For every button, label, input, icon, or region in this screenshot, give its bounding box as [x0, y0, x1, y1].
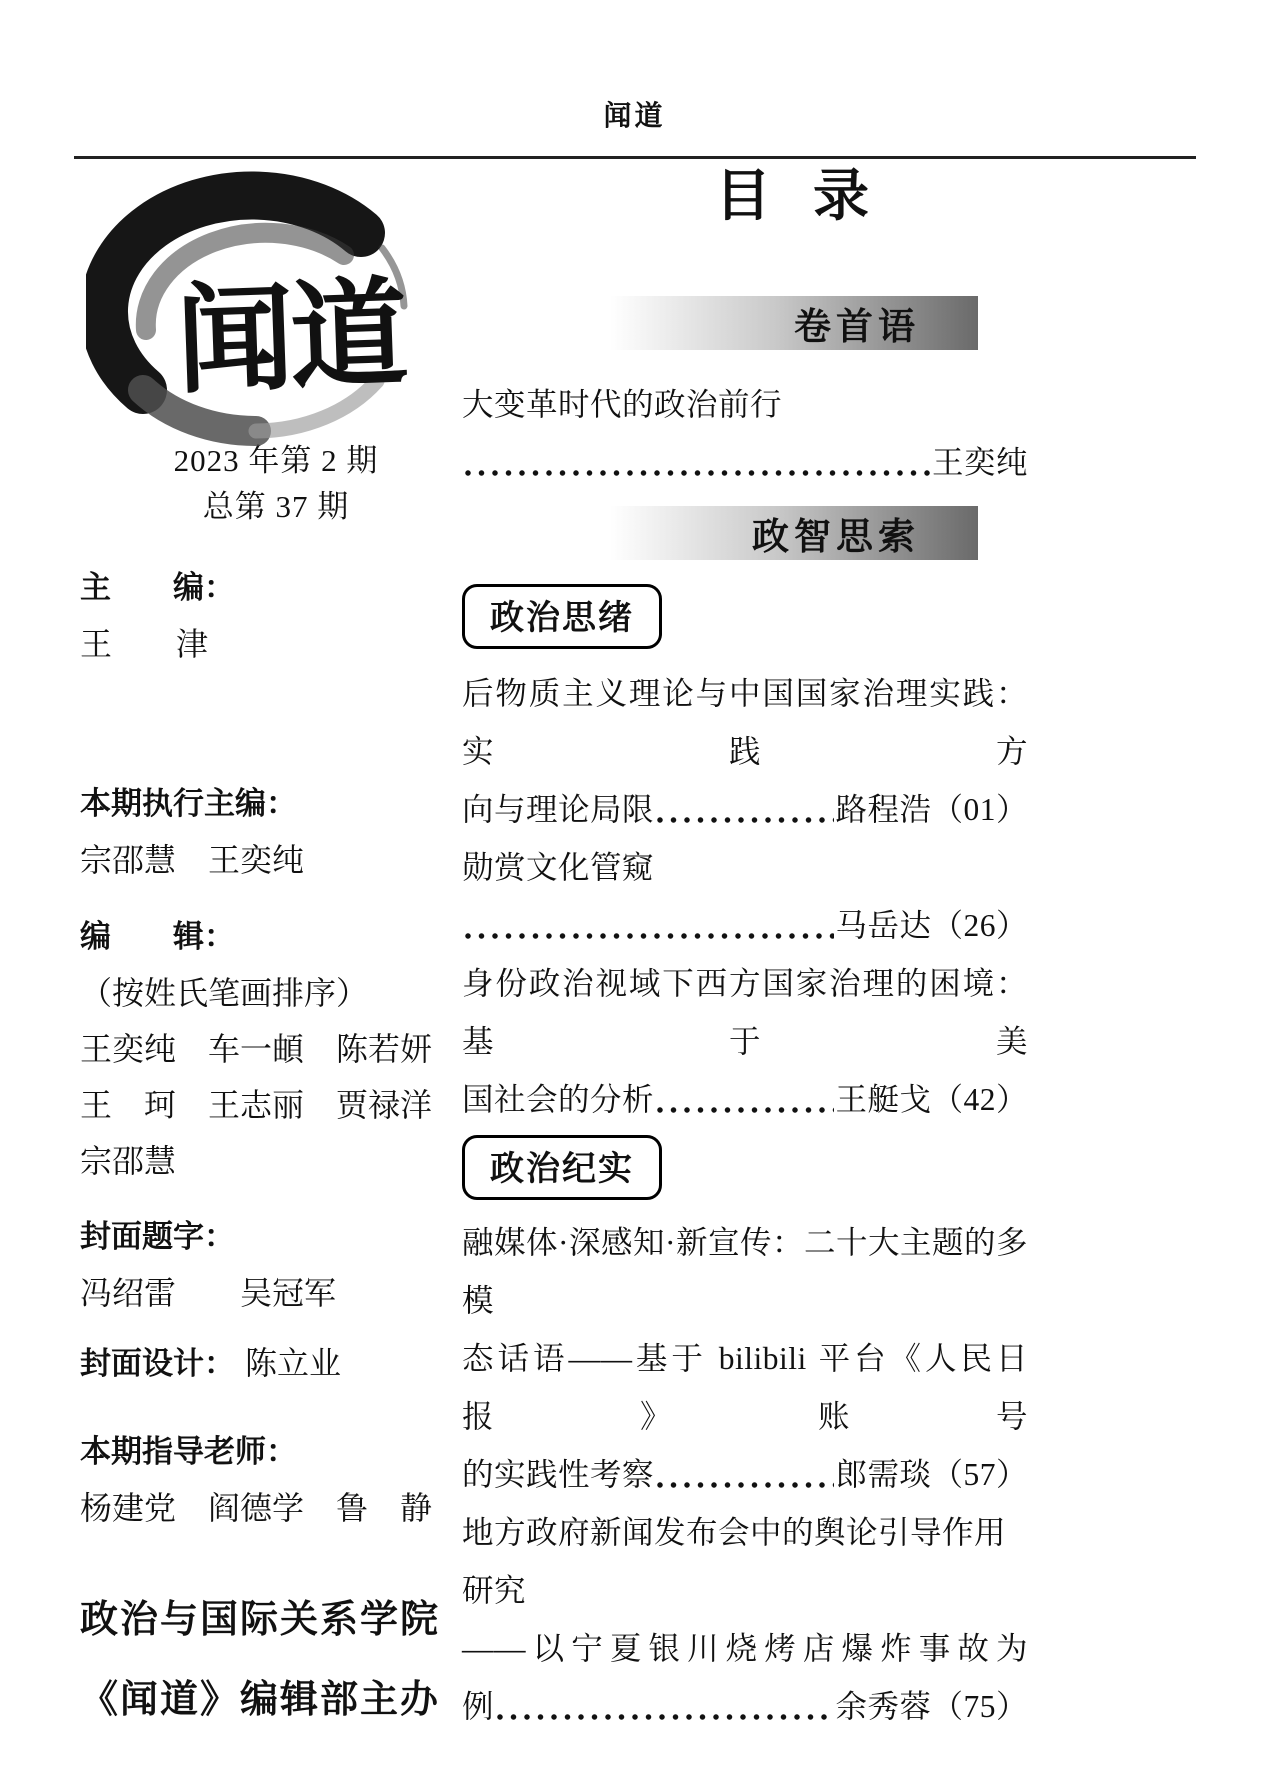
editors-names-line: 王奕纯 车一頔 陈若妍: [80, 1031, 433, 1067]
toc-entry-title-line: 融媒体·深感知·新宣传：二十大主题的多模: [462, 1225, 1028, 1318]
toc-entry-line: [462, 1071, 1028, 1129]
advisors-names: 杨建党 阎德学 鲁 静: [80, 1490, 433, 1526]
chief-editor-block: [80, 560, 472, 672]
toc-entry-title-line: 身份政治视域下西方国家治理的困境：基于美: [462, 966, 1028, 1059]
toc-entry-line: [462, 1446, 1028, 1504]
toc-entry-author: 王奕纯: [931, 445, 1028, 480]
toc-entry-title: 国社会的分析: [462, 1082, 655, 1117]
toc-entry-title-line: ——以宁夏银川烧烤店爆炸事故为: [462, 1631, 1028, 1666]
chief-editor-label: 主 编：: [80, 570, 235, 605]
toc-entry-page: （75）: [931, 1689, 1028, 1724]
toc-entry-title: 向与理论局限: [462, 792, 655, 827]
advisors-block: [80, 1424, 472, 1536]
toc-column: [462, 160, 1028, 1736]
toc-entry-author: 余秀蓉: [835, 1689, 932, 1724]
toc-entry-line: [462, 897, 1028, 955]
executive-editor-label: 本期执行主编：: [80, 786, 297, 821]
publisher-block: [80, 1586, 472, 1734]
cover-design-label: 封面设计：: [80, 1346, 235, 1381]
running-head-journal-name: 闻道: [603, 101, 666, 132]
toc-title: 目 录: [715, 166, 883, 228]
toc-entry-line: [462, 1678, 1028, 1736]
cover-design-block: [80, 1335, 472, 1392]
journal-logo: [80, 160, 472, 438]
volume-number: 总第 37 期: [202, 489, 350, 524]
masthead-column: [80, 160, 472, 1734]
subsection-box: [462, 1135, 1028, 1200]
chief-editor-name: 王 津: [80, 626, 209, 662]
toc-entry-title: 例: [462, 1689, 495, 1724]
toc-entry-page: （57）: [931, 1457, 1028, 1492]
toc-entry-author: 郎需琰: [835, 1457, 932, 1492]
logo-calligraphy: 闻道: [173, 263, 407, 410]
toc-entry-page: （01）: [931, 792, 1028, 827]
executive-editor-names: 宗邵慧 王奕纯: [80, 842, 305, 878]
advisors-label: 本期指导老师：: [80, 1434, 297, 1469]
toc-entry-line: [462, 781, 1028, 839]
cover-calligraphy-names: 冯绍雷 吴冠军: [80, 1275, 337, 1311]
issue-number: 2023 年第 2 期: [173, 443, 379, 478]
toc-entry-page: （26）: [931, 908, 1028, 943]
subsection-label: 政治思绪: [462, 584, 662, 649]
section-banner: 政智思索: [610, 506, 978, 560]
editors-label: 编 辑：: [80, 919, 235, 954]
leader-dots: [463, 468, 931, 478]
editors-names-line: 王 珂 王志丽 贾禄洋: [80, 1087, 433, 1123]
leader-dots: [655, 1105, 834, 1115]
toc-entry-title-line: 勋赏文化管窥: [462, 850, 655, 885]
toc-entry-author: 马岳达: [835, 908, 932, 943]
toc-entry-author: 王艇戈: [835, 1082, 932, 1117]
executive-editor-block: [80, 776, 472, 888]
subsection-box: [462, 584, 1028, 649]
publisher-line: 《闻道》编辑部主办: [80, 1679, 441, 1721]
leader-dots: [655, 815, 834, 825]
section-banner: 卷首语: [610, 296, 978, 350]
cover-design-name: 陈立业: [245, 1345, 342, 1381]
subsection-label: 政治纪实: [462, 1135, 662, 1200]
leader-dots: [463, 931, 834, 941]
editors-block: [80, 909, 472, 1189]
toc-entry-title-line: 地方政府新闻发布会中的舆论引导作用研究: [462, 1515, 1007, 1608]
editors-sort-note: （按姓氏笔画排序）: [80, 975, 369, 1011]
toc-entry-title-line: 态话语——基于 bilibili 平台《人民日报》账号: [462, 1341, 1028, 1434]
leader-dots: [495, 1712, 834, 1722]
cover-calligraphy-block: [80, 1209, 472, 1321]
toc-entry-title: 的实践性考察: [462, 1457, 655, 1492]
header-rule: [74, 156, 1196, 159]
toc-entry-author: 路程浩: [835, 792, 932, 827]
leader-dots: [655, 1480, 834, 1490]
toc-entry-page: （42）: [931, 1082, 1028, 1117]
publisher-line: 政治与国际关系学院: [80, 1599, 441, 1641]
toc-entry-line: [462, 434, 1028, 492]
editors-names-line: 宗邵慧: [80, 1143, 177, 1179]
toc-entry-title-line: 后物质主义理论与中国国家治理实践：实践方: [462, 676, 1028, 769]
toc-entry-title-line: 大变革时代的政治前行: [462, 387, 783, 422]
cover-calligraphy-label: 封面题字：: [80, 1219, 235, 1254]
